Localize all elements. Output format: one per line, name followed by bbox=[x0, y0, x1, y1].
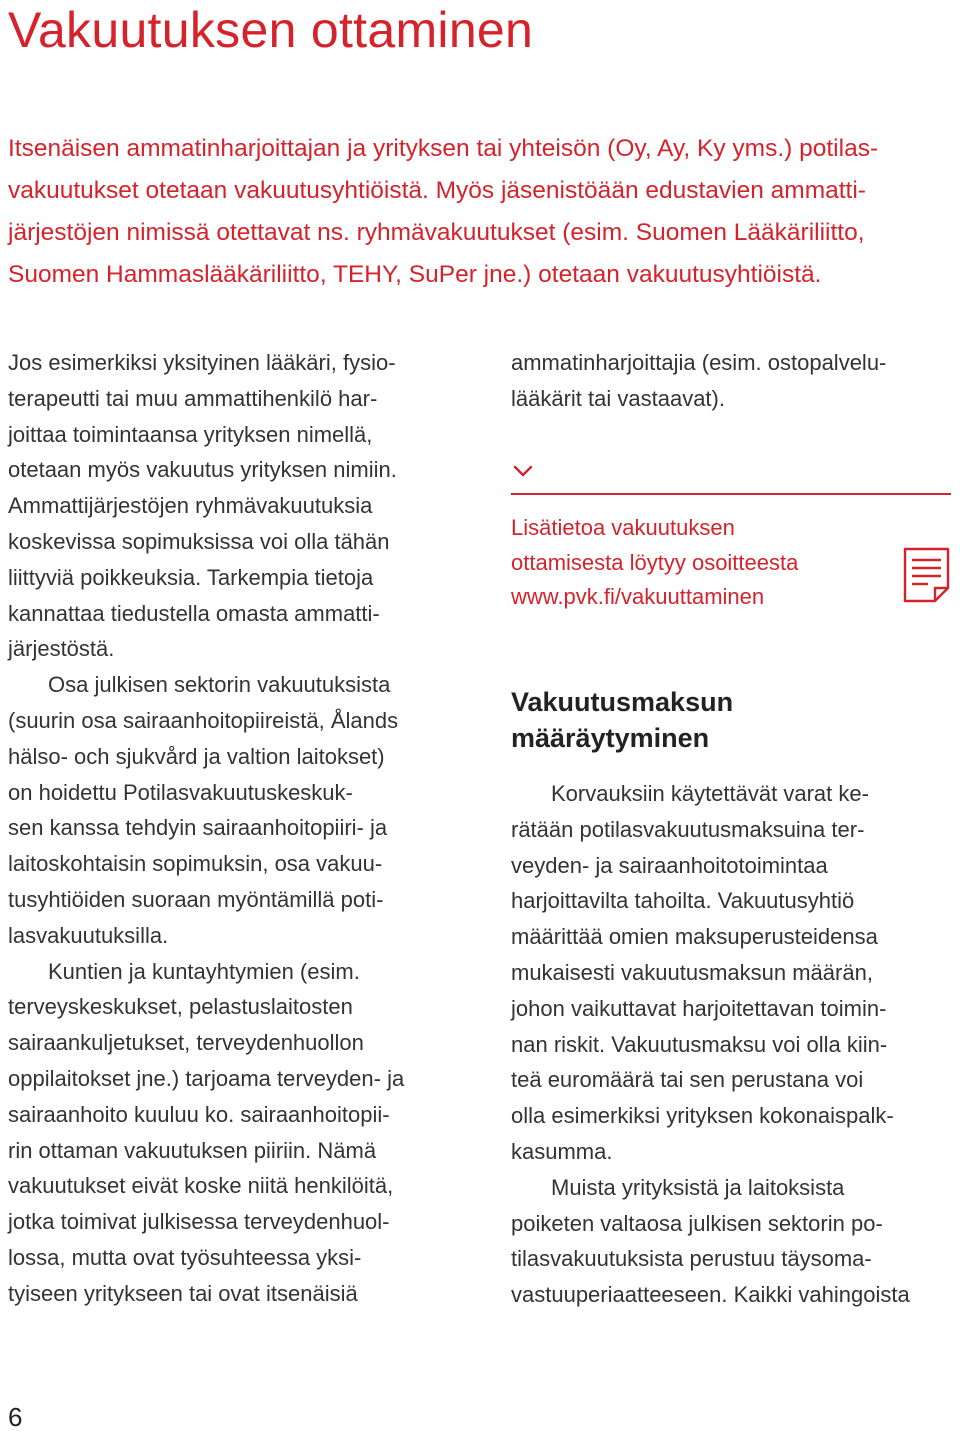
text-line: Osa julkisen sektorin vakuutuksista bbox=[48, 672, 391, 698]
text-line: terapeutti tai muu ammattihenkilö har- bbox=[8, 385, 378, 411]
text-line: mukaisesti vakuutusmaksun määrän, bbox=[511, 959, 873, 985]
left-column bbox=[8, 345, 478, 1312]
page-title: Vakuutuksen ottaminen bbox=[8, 2, 534, 58]
text-line: kasumma. bbox=[511, 1138, 613, 1164]
document-icon bbox=[902, 546, 952, 604]
text-line: kannattaa tiedustella omasta ammatti- bbox=[8, 600, 380, 626]
text-line: Ammattijärjestöjen ryhmävakuutuksia bbox=[8, 493, 373, 519]
text-line: vakuutukset eivät koske niitä henkilöitä, bbox=[8, 1173, 394, 1199]
text-line: lääkärit tai vastaavat). bbox=[511, 385, 725, 411]
text-line: joittaa toimintaansa yrityksen nimellä, bbox=[8, 421, 373, 447]
intro-line: Suomen Hammaslääkäriliitto, TEHY, SuPer jne.) otetaan vakuutusyhtiöistä. bbox=[8, 261, 822, 288]
text-line: hälso- och sjukvård ja valtion laitokset) bbox=[8, 743, 385, 769]
intro-line: Itsenäisen ammatinharjoittajan ja yrityksen tai yhteisön (Oy, Ay, Ky yms.) potilas- bbox=[8, 135, 879, 162]
text-line: nan riskit. Vakuutusmaksu voi olla kiin- bbox=[511, 1031, 888, 1057]
info-link[interactable]: www.pvk.fi/vakuuttaminen bbox=[511, 584, 765, 609]
text-line: määrittää omien maksuperusteidensa bbox=[511, 924, 878, 950]
text-line: vastuuperiaatteeseen. Kaikki vahingoista bbox=[511, 1282, 910, 1308]
text-line: sairaanhoito kuuluu ko. sairaanhoitopii- bbox=[8, 1101, 390, 1127]
text-line: tilasvakuutuksista perustuu täysoma- bbox=[511, 1246, 872, 1272]
text-line: veyden- ja sairaanhoitotoimintaa bbox=[511, 852, 828, 878]
text-line: Jos esimerkiksi yksityinen lääkäri, fysio- bbox=[8, 350, 396, 375]
text-line: sairaankuljetukset, terveydenhuollon bbox=[8, 1030, 364, 1056]
chevron-down-icon bbox=[512, 462, 534, 480]
text-line: poiketen valtaosa julkisen sektorin po- bbox=[511, 1210, 883, 1236]
text-line: lossa, mutta ovat työsuhteessa yksi- bbox=[8, 1244, 362, 1270]
section-heading bbox=[511, 684, 931, 756]
text-line: Muista yrityksistä ja laitoksista bbox=[551, 1174, 845, 1200]
text-line: ammatinharjoittajia (esim. ostopalvelu- bbox=[511, 350, 887, 375]
text-line: olla esimerkiksi yrityksen kokonaispalk- bbox=[511, 1103, 894, 1129]
text-line: on hoidettu Potilasvakuutuskeskuk- bbox=[8, 779, 353, 805]
text-line: sen kanssa tehdyin sairaanhoitopiiri- ja bbox=[8, 815, 388, 841]
intro-paragraph bbox=[8, 128, 938, 296]
text-line: teä euromäärä tai sen perustana voi bbox=[511, 1067, 864, 1093]
text-line: jotka toimivat julkisessa terveydenhuol- bbox=[8, 1209, 390, 1235]
text-line: oppilaitokset jne.) tarjoama terveyden- ja bbox=[8, 1065, 405, 1091]
page-number: 6 bbox=[8, 1402, 23, 1432]
text-line: laitoskohtaisin sopimuksin, osa vakuu- bbox=[8, 851, 383, 877]
right-column-body bbox=[511, 776, 956, 1313]
intro-line: järjestöjen nimissä otettavat ns. ryhmävakuutukset (esim. Suomen Lääkäriliitto, bbox=[8, 219, 865, 246]
info-text: ottamisesta löytyy osoitteesta bbox=[511, 549, 799, 575]
text-line: rin ottaman vakuutuksen piiriin. Nämä bbox=[8, 1137, 377, 1163]
heading-line: Vakuutusmaksun bbox=[511, 687, 734, 717]
heading-line: määräytyminen bbox=[511, 723, 710, 753]
info-box-divider bbox=[511, 493, 951, 495]
text-line: tusyhtiöiden suoraan myöntämillä poti- bbox=[8, 886, 384, 912]
text-line: johon vaikuttavat harjoitettavan toimin- bbox=[511, 995, 887, 1021]
text-line: rätään potilasvakuutusmaksuina ter- bbox=[511, 816, 865, 842]
text-line: Kuntien ja kuntayhtymien (esim. bbox=[48, 958, 360, 984]
text-line: liittyviä poikkeuksia. Tarkempia tietoja bbox=[8, 564, 374, 590]
right-column-intro bbox=[511, 345, 951, 417]
intro-line: vakuutukset otetaan vakuutusyhtiöistä. Myös jäsenistöään edustavien ammatti- bbox=[8, 177, 866, 204]
text-line: tyiseen yritykseen tai ovat itsenäisiä bbox=[8, 1280, 358, 1306]
text-line: koskevissa sopimuksissa voi olla tähän bbox=[8, 528, 390, 554]
text-line: harjoittavilta tahoilta. Vakuutusyhtiö bbox=[511, 888, 855, 914]
text-line: järjestöstä. bbox=[8, 636, 115, 662]
text-line: otetaan myös vakuutus yrityksen nimiin. bbox=[8, 457, 397, 483]
text-line: lasvakuutuksilla. bbox=[8, 922, 169, 948]
text-line: Korvauksiin käytettävät varat ke- bbox=[551, 781, 869, 806]
info-box bbox=[511, 511, 911, 615]
text-line: terveyskeskukset, pelastuslaitosten bbox=[8, 994, 353, 1020]
info-text: Lisätietoa vakuutuksen bbox=[511, 515, 735, 540]
text-line: (suurin osa sairaanhoitopiireistä, Ålands bbox=[8, 707, 399, 733]
